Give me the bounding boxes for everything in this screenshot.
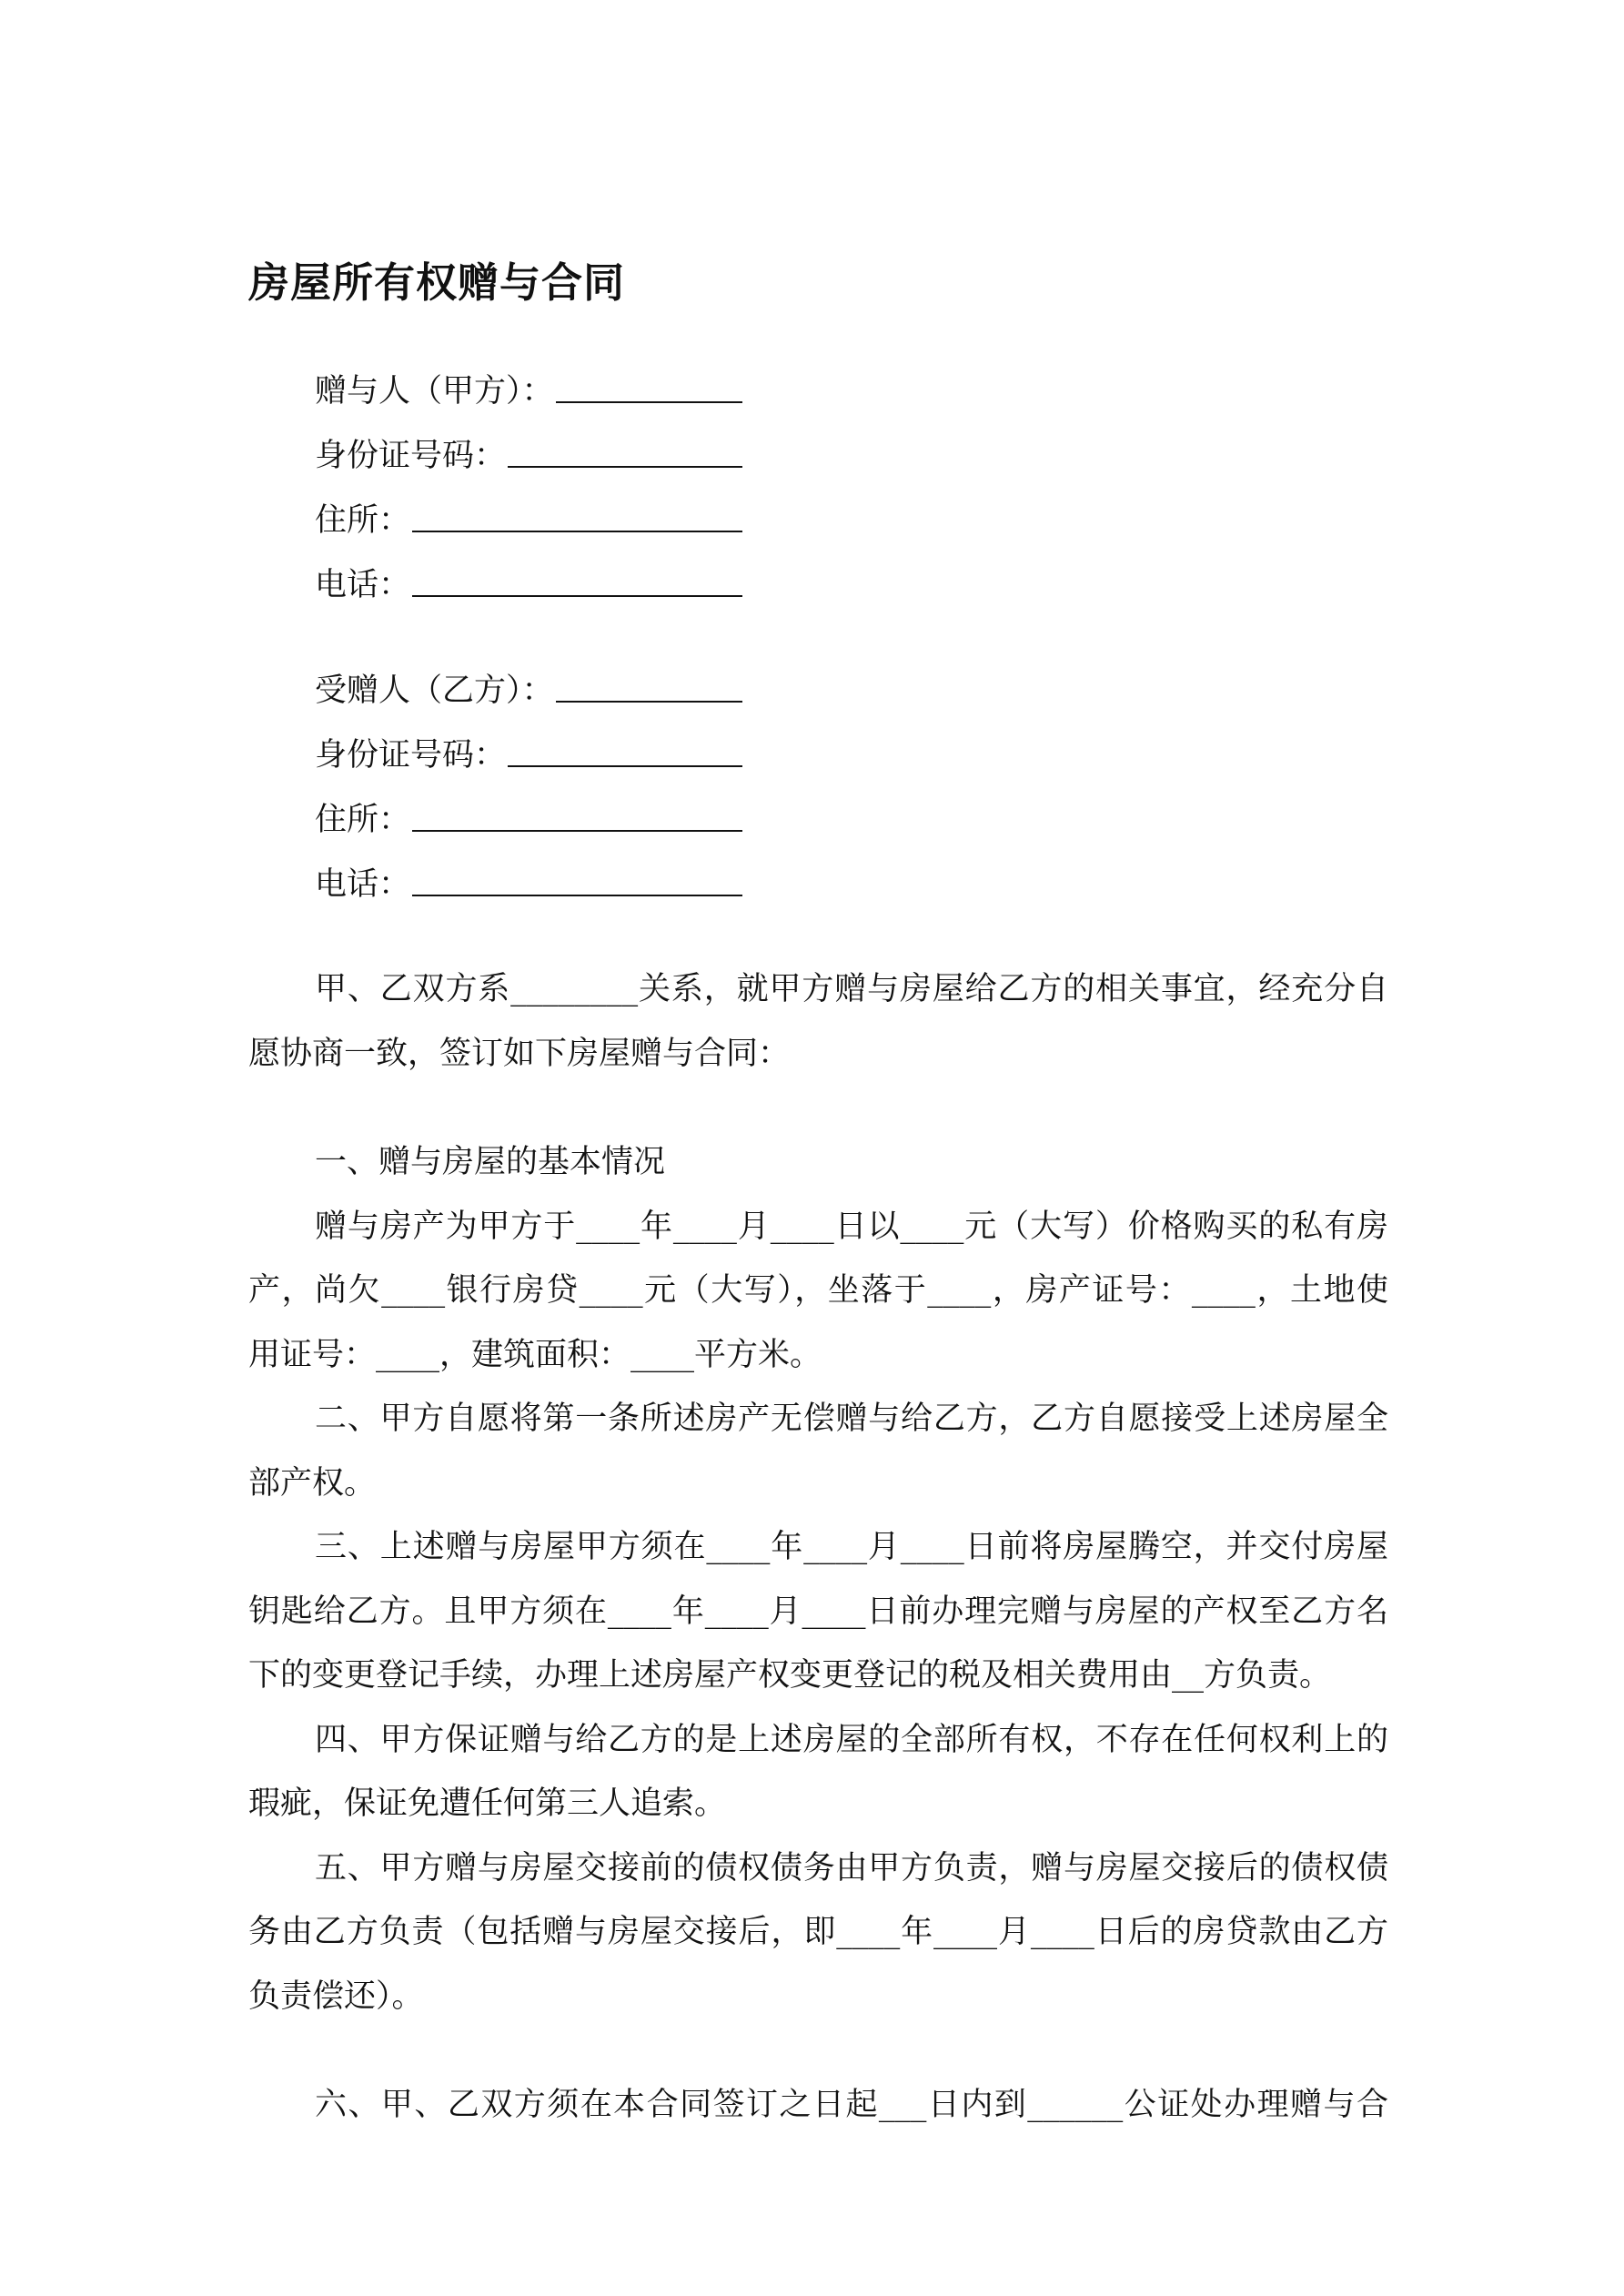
blank-line bbox=[556, 673, 742, 703]
donor-info bbox=[315, 356, 742, 614]
paragraph-line: 部产权。 bbox=[248, 1464, 377, 1502]
document-title: 房屋所有权赠与合同 bbox=[248, 258, 626, 307]
blank-line bbox=[508, 738, 742, 767]
blank-line bbox=[508, 439, 742, 468]
paragraph-line: 用证号：____，建筑面积：____平方米。 bbox=[248, 1336, 822, 1373]
paragraph-line: 钥匙给乙方。且甲方须在____年____月____日前办理完赠与房屋的产权至乙方名 bbox=[248, 1593, 1388, 1630]
contract-clauses bbox=[248, 1130, 1388, 2028]
paragraph-line: 二、甲方自愿将第一条所述房产无偿赠与给乙方，乙方自愿接受上述房屋全 bbox=[315, 1401, 1388, 1437]
paragraph-line: 四、甲方保证赠与给乙方的是上述房屋的全部所有权，不存在任何权利上的 bbox=[315, 1721, 1388, 1758]
blank-line bbox=[412, 503, 742, 532]
clause-six bbox=[248, 2073, 1388, 2138]
paragraph-line: 愿协商一致，签订如下房屋赠与合同： bbox=[248, 1035, 791, 1072]
blank-line bbox=[412, 803, 742, 832]
donee-id-field[interactable] bbox=[315, 720, 742, 784]
paragraph-line: 五、甲方赠与房屋交接前的债权债务由甲方负责，赠与房屋交接后的债权债 bbox=[315, 1849, 1388, 1886]
donee-info bbox=[315, 655, 742, 914]
paragraph-line: 负责偿还）。 bbox=[248, 1977, 424, 2015]
donor-phone-field[interactable] bbox=[315, 550, 742, 614]
field-label: 身份证号码： bbox=[315, 736, 507, 774]
donee-address-field[interactable] bbox=[315, 784, 742, 849]
field-label: 住所： bbox=[315, 801, 411, 838]
blank-line bbox=[412, 568, 742, 597]
field-label: 住所： bbox=[315, 501, 411, 539]
field-label: 电话： bbox=[315, 566, 411, 603]
blank-line bbox=[412, 867, 742, 896]
field-label: 赠与人（甲方）： bbox=[315, 372, 554, 410]
paragraph-line: 瑕疵，保证免遭任何第三人追索。 bbox=[248, 1785, 727, 1822]
paragraph-line: 下的变更登记手续，办理上述房屋产权变更登记的税及相关费用由__方负责。 bbox=[248, 1657, 1332, 1694]
intro-paragraph bbox=[248, 957, 1388, 1086]
donee-phone-field[interactable] bbox=[315, 849, 742, 914]
blank-line bbox=[556, 374, 742, 403]
paragraph-line: 务由乙方负责（包括赠与房屋交接后，即____年____月____日后的房贷款由乙方 bbox=[248, 1914, 1388, 1950]
field-label: 身份证号码： bbox=[315, 437, 507, 474]
field-label: 电话： bbox=[315, 865, 411, 903]
paragraph-line: 六、甲、乙双方须在本合同签订之日起___日内到______公证处办理赠与合 bbox=[315, 2087, 1388, 2123]
donor-name-field[interactable] bbox=[315, 356, 742, 420]
paragraph-line: 赠与房产为甲方于____年____月____日以____元（大写）价格购买的私有房 bbox=[315, 1208, 1388, 1245]
paragraph-line: 一、赠与房屋的基本情况 bbox=[315, 1144, 666, 1180]
paragraph-line: 三、上述赠与房屋甲方须在____年____月____日前将房屋腾空，并交付房屋 bbox=[315, 1529, 1388, 1565]
donor-address-field[interactable] bbox=[315, 485, 742, 550]
paragraph-line: 产，尚欠____银行房贷____元（大写），坐落于____，房产证号：____，土地使 bbox=[248, 1272, 1388, 1309]
donor-id-field[interactable] bbox=[315, 420, 742, 485]
field-label: 受赠人（乙方）： bbox=[315, 672, 554, 709]
paragraph-line: 甲、乙双方系________关系，就甲方赠与房屋给乙方的相关事宜，经充分自 bbox=[315, 971, 1388, 1007]
donee-name-field[interactable] bbox=[315, 655, 742, 720]
